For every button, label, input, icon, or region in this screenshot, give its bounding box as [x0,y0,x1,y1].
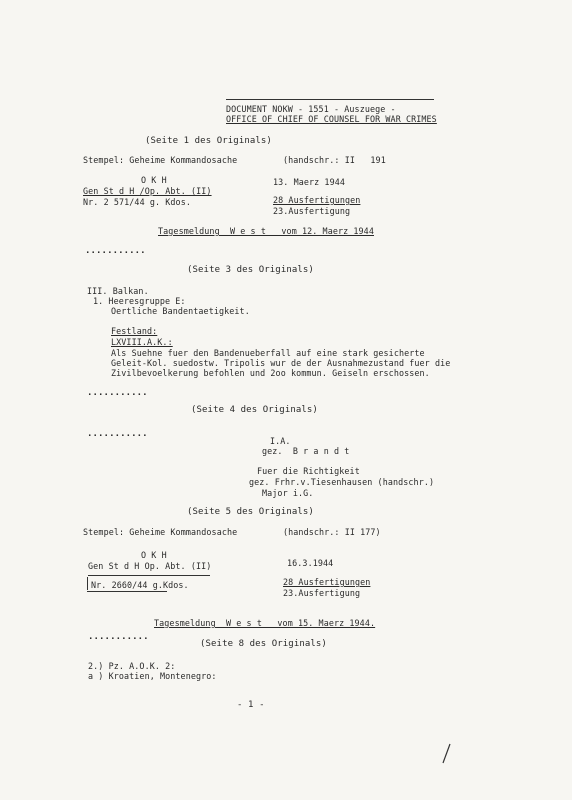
ellipsis-1: ........... [85,246,146,256]
page-ref-8: (Seite 8 des Originals) [200,639,327,649]
nr-1: Nr. 2 571/44 g. Kdos. [83,197,191,207]
signer-line: gez. Frhr.v.Tiesenhausen (handschr.) [249,477,435,487]
gen-line-1: Gen St d H /Op. Abt. (II) [83,186,212,196]
item-kroatien: a ) Kroatien, Montenegro: [88,671,217,681]
page-ref-3: (Seite 3 des Originals) [187,265,314,275]
page-number: - 1 - [237,700,265,710]
ellipsis-3: ........... [87,429,148,439]
copies-2: 28 Ausfertigungen [283,577,371,587]
page-ref-4: (Seite 4 des Originals) [191,405,318,415]
ellipsis-4: ........... [88,632,149,642]
report-title-2: Tagesmeldung W e s t vom 15. Maerz 1944. [154,618,376,628]
date-1: 13. Maerz 1944 [273,177,345,187]
pen-mark [440,742,454,766]
header-top-rule [226,99,434,100]
correctness-line: Fuer die Richtigkeit [257,466,360,476]
handwritten-ref-1: (handschr.: II 191 [283,155,386,165]
office-title: OFFICE OF CHIEF OF COUNSEL FOR WAR CRIMES [226,114,437,124]
item-heeresgruppe: 1. Heeresgruppe E: [93,296,186,306]
okh-1: O K H [141,175,167,185]
item-pz-aok: 2.) Pz. A.O.K. 2: [88,661,176,671]
document-number: DOCUMENT NOKW - 1551 - Auszuege - [226,104,396,114]
page-ref-5: (Seite 5 des Originals) [187,507,314,517]
rank-line: Major i.G. [262,488,314,498]
stamp-2: Stempel: Geheime Kommandosache [83,527,238,537]
nr-2: Nr. 2660/44 g.Kdos. [91,580,189,590]
sub-bandentaetigkeit: Oertliche Bandentaetigkeit. [111,306,250,316]
corps-lxviii: LXVIII.A.K.: [111,337,173,347]
region-festland: Festland: [111,326,158,336]
copy-no-1: 23.Ausfertigung [273,206,351,216]
date-2: 16.3.1944 [287,558,334,568]
copy-no-2: 23.Ausfertigung [283,588,361,598]
copies-1: 28 Ausfertigungen [273,195,361,205]
body-text-3: Zivilbevoelkerung befohlen und 2oo kommun. Geiseln erschossen. [111,368,430,378]
body-text-2: Geleit-Kol. suedostw. Tripolis wur de der Ausnahmezustand fuer die [111,358,451,368]
nr-2-margin-mark [87,577,88,590]
report-title-1: Tagesmeldung W e s t vom 12. Maerz 1944 [158,226,374,236]
stamp-1: Stempel: Geheime Kommandosache [83,155,238,165]
okh-2: O K H [141,550,167,560]
section-balkan: III. Balkan. [87,286,149,296]
page-ref-1: (Seite 1 des Originals) [145,136,272,146]
gen-line-2-rule [88,575,210,576]
ellipsis-2: ........... [87,388,148,398]
ia-line: I.A. [270,436,291,446]
nr-2-rule [87,591,167,592]
handwritten-ref-2: (handschr.: II 177) [283,527,381,537]
signed-brandt: gez. B r a n d t [262,446,350,456]
gen-line-2: Gen St d H Op. Abt. (II) [88,561,212,571]
body-text-1: Als Suehne fuer den Bandenueberfall auf eine stark gesicherte [111,348,425,358]
